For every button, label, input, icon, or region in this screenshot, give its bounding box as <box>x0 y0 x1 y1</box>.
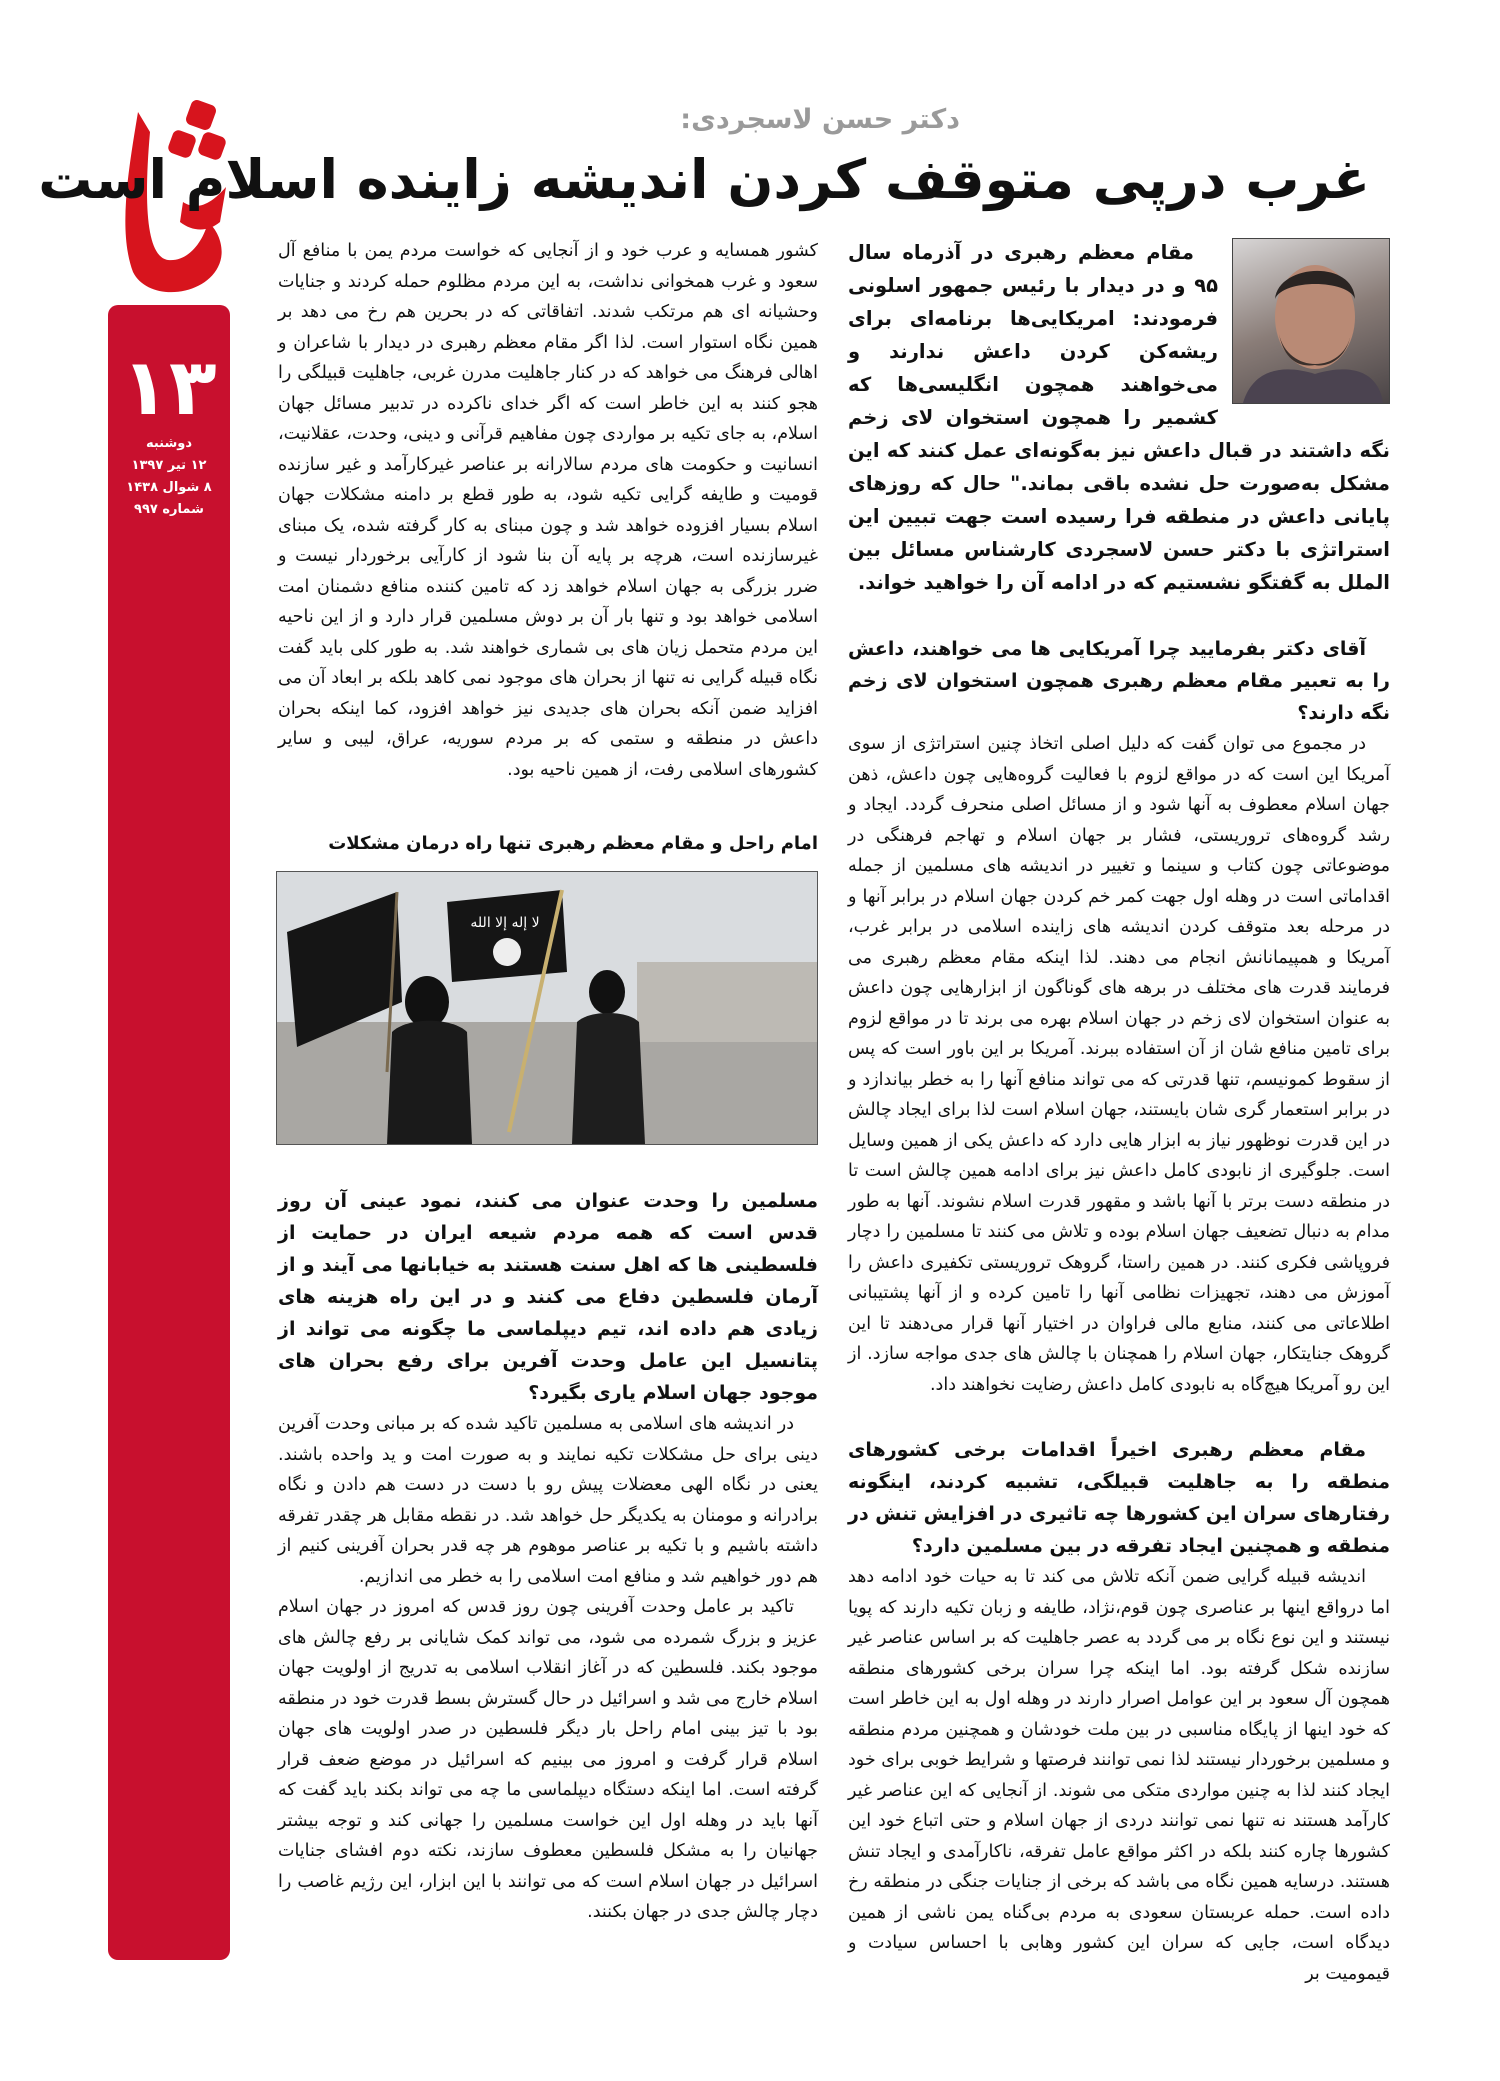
article-title: غرب درپی متوقف کردن اندیشه زاینده اسلام است <box>38 148 1370 211</box>
interview-question: آقای دکتر بفرمایید چرا آمریکایی ها می خواهند، داعش را به تعبیر مقام معظم رهبری همچون استخوان لای زخم نگه دارند؟ <box>848 638 1390 724</box>
interview-answer: در اندیشه های اسلامی به مسلمین تاکید شده که بر مبانی وحدت آفرین دینی برای حل مشکلات تکیه نمایند و به صورت امت و ید واحده باشند. یعنی در نگاه الهی معضلات پیش رو با دست در دست هم دادن و نگاه برادرانه و مومنان به یکدیگر حل خواهد شد. در نقطه مقابل هر چقدر تفرقه داشته باشیم و با تکیه بر عناصر موهوم هر چه قدر بحران آفرینی کنیم از هم دور خواهیم شد و منافع امت اسلامی را به خطر می اندازیم. <box>278 1414 818 1587</box>
issue-number: شماره ۹۹۷ <box>134 502 204 517</box>
interview-answer-continued: کشور همسایه و عرب خود و از آنجایی که خواست مردم یمن با منافع آل سعود و غرب همخوانی نداشت، به این مردم مظلوم حمله کردند و جنایات وحشیانه ای هم مرتکب شدند. اتفاقاتی که در بحرین هم رخ می دهد بر همین نگاه استوار است. لذا اگر مقام معظم رهبری در دیدار با شاعران و اهالی فرهنگ می خواهد که در کنار جاهلیت مدرن غربی، جاهلیت قبیلگی را هجو کنند به این خاطر است که اگر خدای ناکرده در تدبیر مسائل جهان اسلام، به جای تکیه بر مواردی چون مفاهیم قرآنی و دینی، وحدت، عقلانیت، انسانیت و حکومت های مردم سالارانه بر عناصر غیرکارآمد و غیر سازنده قومیت و طایفه گرایی تکیه شود، به طور قطع بر دامنه مشکلات جهان اسلام بسیار افزوده خواهد شد و چون مبنای به کار گرفته شده، یک مبنای غیرسازنده است، هرچه بر پایه آن بنا شود از کارآیی برخوردار نیست و ضرر بزرگی به جهان اسلام خواهد زد که تامین کننده منافع دشمنان امت اسلامی خواهد بود و تنها بار آن بر دوش مسلمین قرار دارد و از این ناحیه این مردم متحمل زیان های بی شماری خواهند شد. به طور کلی باید گفت نگاه قبیله گرایی نه تنها از بحران های موجود نمی کاهد بلکه بر ابعاد آن می افزاید ضمن آنکه بحران های جدیدی نیز خواهد افزود، کما اینکه بحران داعش در منطقه و ستمی که بر مردم سوریه، عراق، لیبی و سایر کشورهای اسلامی رفت، از همین ناحیه بود. <box>278 241 818 780</box>
page-info-sidebar <box>108 305 230 1960</box>
interview-question: مقام معظم رهبری اخیراً اقدامات برخی کشورهای منطقه را به جاهلیت قبیلگی، تشبیه کردند، اینگونه رفتارهای سران این کشورها چه تاثیری در افزایش تنش در منطقه و همچنین ایجاد تفرقه در بین مسلمین دارد؟ <box>848 1439 1390 1557</box>
section-subheading: امام راحل و مقام معظم رهبری تنها راه درمان مشکلات <box>328 833 818 854</box>
author-photo <box>1232 238 1390 404</box>
news-photo <box>276 871 818 1145</box>
left-column <box>278 236 818 1928</box>
page-number: ۱۳ <box>121 343 217 433</box>
interview-answer: تاکید بر عامل وحدت آفرینی چون روز قدس که امروز در جهان اسلام عزیز و بزرگ شمرده می شود، می تواند کمک شایانی بر رفع چالش های موجود بکند. فلسطین که در آغاز انقلاب اسلامی به تدریج از اولویت جهان اسلام خارج می شد و اسرائیل در حال گسترش بسط قدرت خود در منطقه بود با تیز بینی امام راحل بار دیگر فلسطین در صدر اولویت های جهان اسلام قرار گرفت و امروز می بینیم که اسرائیل در موضع ضعف قرار گرفته است. اما اینکه دستگاه دیپلماسی ما چه می تواند بکند باید گفت که آنها باید در وهله اول این خواست مسلمین را جهانی کند و توجه بیشتر جهانیان را به مشکل فلسطین معطوف سازند، نکته دوم افشای جنایات اسرائیل در جهان اسلام است که می توانند با این ابزار، این رژیم غاصب را دچار چالش جدی در جهان بکنند. <box>278 1597 818 1922</box>
interview-answer: در مجموع می توان گفت که دلیل اصلی اتخاذ چنین استراتژی از سوی آمریکا این است که در مواقع لزوم با فعالیت گروه‌هایی چون داعش، ذهن جهان اسلام معطوف به آنها شود و از مسائل اصلی منحرف گردد. ایجاد و رشد گروه‌های تروریستی، فشار بر جهان اسلام و تهاجم فرهنگی در موضوعاتی چون کتاب و سینما و تغییر در اندیشه های مسلمین از جمله اقداماتی است در وهله اول جهت کمر خم کردن جهان اسلام در برابر آنها و در مرحله بعد متوقف کردن اندیشه های زاینده اسلامی در برابر غرب، آمریکا و همپیمانانش انجام می دهند. لذا اینکه مقام معظم رهبری می فرمایند قدرت های مختلف در برهه های گوناگون از ابزارهایی چون داعش به عنوان استخوان لای زخم در جهان اسلام بهره می برند تا در مواقع لزوم برای تامین منافع شان از آن استفاده ببرند. آمریکا بر این باور است که پس از سقوط کمونیسم، تنها قدرتی که می تواند منافع آنها را به خطر بیاندازد و در برابر استعمار گری شان بایستند، جهان اسلام است لذا برای ایجاد چالش در این قدرت نوظهور نیاز به ابزار هایی دارد که داعش یکی از همین وسایل است. جلوگیری از نابودی کامل داعش نیز برای ادامه همین چالش است تا در منطقه دست برتر با آنها باشد و مقهور قدرت اسلام نشوند. آنها به طور مدام به دنبال تضعیف جهان اسلام بوده و تلاش می کنند تا مسلمین را دچار فروپاشی فکری کنند. در همین راستا، گروهک تروریستی تکفیری داعش را آموزش می دهند، تجهیزات نظامی آنها را تامین کرده و از آنها پشتیبانی اطلاعاتی می کنند، منابع مالی فراوان در اختیار آنها قرار می‌دهند تا این گروهک جنایتکار، جهان اسلام را همچنان با چالش های جدی مواجه سازد. از این رو آمریکا هیچ‌گاه به نابودی کامل داعش رضایت نخواهند داد. <box>848 734 1390 1395</box>
date-lunar: ۸ شوال ۱۴۳۸ <box>126 480 212 495</box>
weekday: دوشنبه <box>145 436 193 451</box>
article-kicker: دکتر حسن لاسجردی: <box>680 104 960 135</box>
flag-text: لا إله إلا الله <box>470 915 540 931</box>
interview-question: مسلمین را وحدت عنوان می کنند، نمود عینی آن روز قدس است که همه مردم شیعه ایران در حمایت از فلسطینی ها که اهل سنت هستند به خیابانها می آیند و از آرمان فلسطین دفاع می کنند و در این راه هزینه های زیادی هم داده اند، تیم دیپلماسی ما چگونه می تواند از پتانسیل این عامل وحدت آفرین برای رفع بحران های موجود جهان اسلام یاری بگیرد؟ <box>278 1190 818 1404</box>
article-lead: مقام معظم رهبری در آذرماه سال ۹۵ و در دیدار با رئیس جمهور اسلونی فرمودند: امریکایی‌ها برنامه‌ای برای ریشه‌کن کردن داعش ندارند و می‌خواهند همچون انگلیسی‌ها که کشمیر را همچون استخوان لای زخم نگه داشتند در قبال داعش نیز به‌گونه‌ای عمل کنند که این مشکل به‌صورت حل نشده باقی بماند." حال که روزهای پایانی داعش در منطقه فرا رسیده است جهت تبیین این استراتژی با دکتر حسن لاسجردی کارشناس مسائل بین الملل به گفتگو نشستیم که در ادامه آن را خواهید خواند. <box>848 241 1390 594</box>
interview-answer: اندیشه قبیله گرایی ضمن آنکه تلاش می کند تا به حیات خود ادامه دهد اما درواقع اینها بر عناصری چون قوم،نژاد، طایفه و زبان تکیه دارند که پویا نیستند و این نوع نگاه بر می گردد به عصر جاهلیت که بر اساس عناصر غیر سازنده شکل گرفته بود. اما اینکه چرا سران برخی کشورهای منطقه همچون آل سعود بر این عوامل اصرار دارند در وهله اول به این خاطر است که خود اینها از پایگاه مناسبی در بین ملت خودشان و همچنین مردم منطقه و مسلمین برخوردار نیستند لذا نمی توانند فرصتها و شرایط خوبی برای خود ایجاد کنند لذا به چنین مواردی متکی می شوند. از آنجایی که این عناصر غیر کارآمد هستند نه تنها نمی توانند دردی از جهان اسلام و حتی اتباع خود این کشورها چاره کنند بلکه در اکثر مواقع عامل تفرقه، ناکارآمدی و ایجاد تنش هستند. درسایه همین نگاه می باشد که برخی از جنایات جنگی در منطقه رخ داده است. حمله عربستان سعودی به مردم بی‌گناه یمن ناشی از همین دیدگاه است، جایی که سران این کشور وهابی با احساس سیادت و قیمومیت بر <box>848 1567 1390 1984</box>
date-solar: ۱۲ تیر ۱۳۹۷ <box>131 458 207 473</box>
right-column <box>848 236 1390 1989</box>
